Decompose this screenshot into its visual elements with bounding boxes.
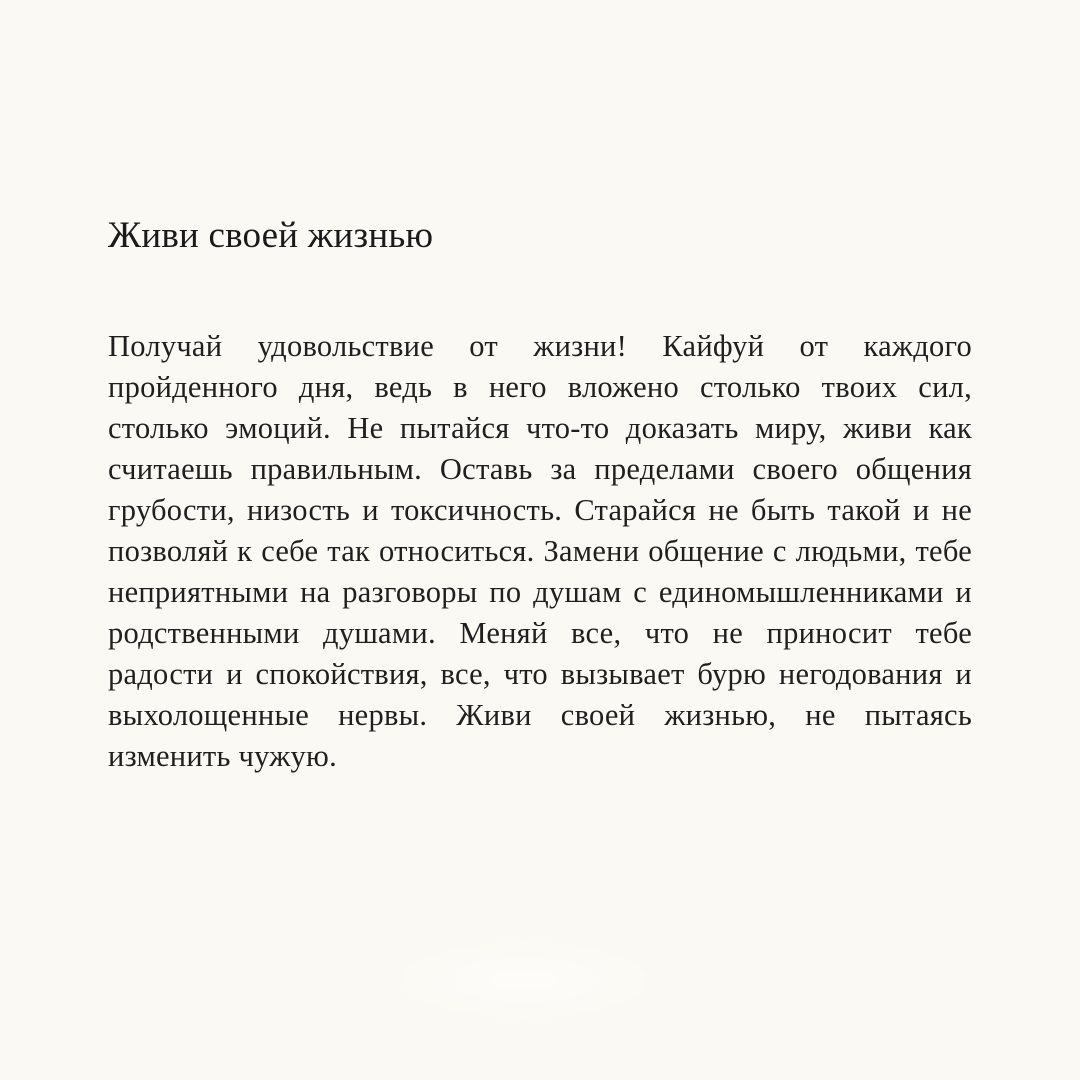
post-paragraph: Получай удовольствие от жизни! Кайфуй от каждого пройденного дня, ведь в него вложено столько твоих сил, столько эмоций. Не пытайся что-то доказать миру, живи как считаешь правильным. Оставь за пределами своего общения грубости, низость и токсичность. Старайся не быть такой и не позволяй к себе так относиться. Замени общение с людьми, тебе неприятными на разговоры по душам с единомышленниками и родственными душами. Меняй все, что не приносит тебе радости и спокойствия, все, что вызывает бурю негодования и выхолощенные нервы. Живи своей жизнью, не пытаясь изменить чужую. xyxy=(108,329,972,773)
post-title: Живи своей жизнью xyxy=(108,215,434,256)
faded-watermark xyxy=(380,935,670,1025)
post-content xyxy=(108,210,972,777)
